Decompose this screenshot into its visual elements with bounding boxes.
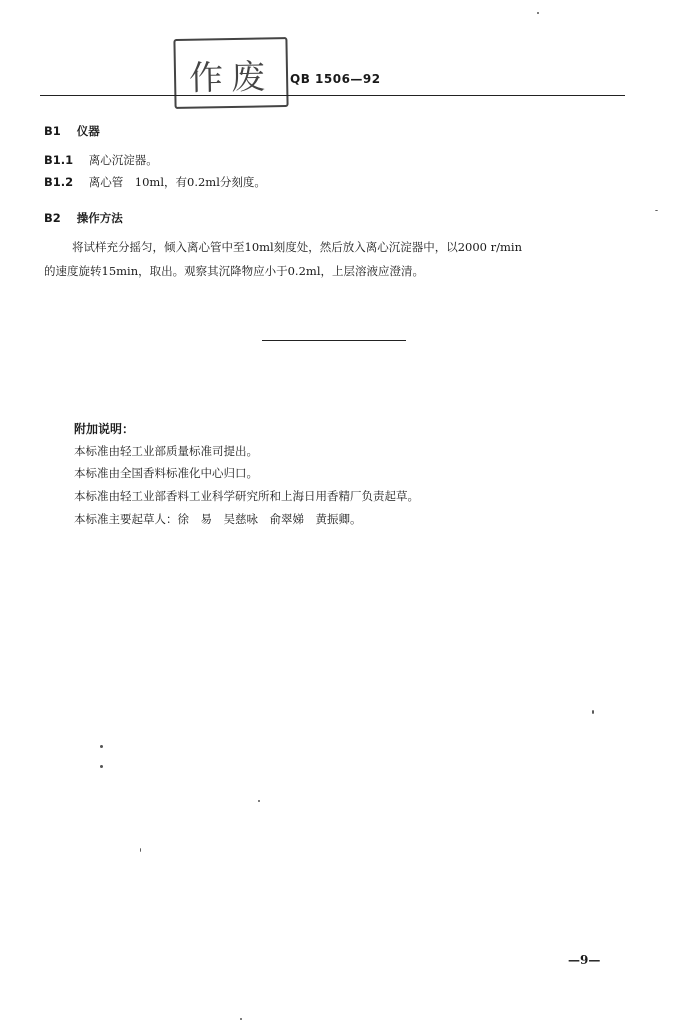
procedure-line-2: 的速度旋转15min，取出。观察其沉降物应小于0.2ml，上层溶液应澄清。: [44, 264, 424, 278]
scan-speck: [258, 800, 260, 802]
section-b1-heading: [44, 123, 100, 139]
notes-title: 附加说明：: [74, 422, 135, 436]
page-number: —9—: [568, 953, 601, 967]
section-b2-number: B2: [44, 211, 61, 225]
scan-speck: [655, 210, 658, 211]
notes-line-3: 本标准由轻工业部香料工业科学研究所和上海日用香精厂负责起草。: [74, 489, 419, 503]
section-b2-heading: [44, 210, 123, 226]
scan-speck: [140, 848, 141, 852]
scan-speck: [592, 710, 594, 714]
notes-line-4: 本标准主要起草人：徐 易 吴慈咏 俞翠娣 黄振卿。: [74, 512, 362, 526]
scan-speck: [100, 745, 103, 748]
item-b1-1-text: 离心沉淀器。: [88, 153, 158, 167]
item-b1-2: [44, 174, 266, 190]
item-b1-2-number: B1.2: [44, 175, 74, 189]
section-b2-title: 操作方法: [76, 211, 123, 225]
end-separator-rule: [262, 340, 406, 341]
notes-line-2: 本标准由全国香料标准化中心归口。: [74, 466, 258, 480]
scan-speck: [240, 1018, 242, 1020]
item-b1-1: [44, 152, 158, 168]
void-stamp: [173, 37, 288, 109]
scan-speck: [537, 12, 539, 14]
procedure-line-1: 将试样充分摇匀，倾入离心管中至10ml刻度处，然后放入离心沉淀器中，以2000 r/min: [72, 240, 522, 254]
notes-line-1: 本标准由轻工业部质量标准司提出。: [74, 444, 258, 458]
section-b1-title: 仪器: [76, 124, 100, 138]
header-rule: [40, 95, 625, 96]
standard-code: QB 1506—92: [290, 72, 381, 86]
item-b1-1-number: B1.1: [44, 153, 74, 167]
section-b1-number: B1: [44, 124, 61, 138]
void-stamp-text: 作废: [188, 57, 274, 99]
scan-speck: [100, 765, 103, 768]
item-b1-2-text: 离心管 10ml，有0.2ml分刻度。: [88, 175, 266, 189]
